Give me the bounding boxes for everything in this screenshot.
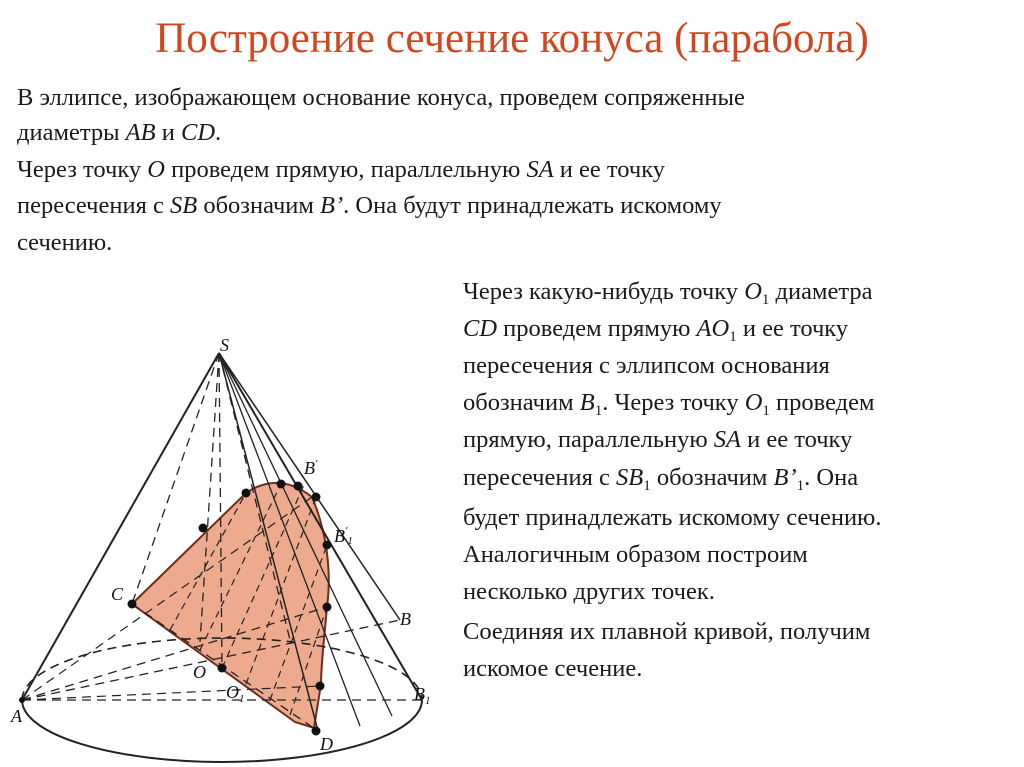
generatrix-SA [22,353,219,700]
label-B1prime: $B'_1$ [334,525,353,547]
right-line-2: CD проведем прямую $AO_1$ и ее точку [463,315,849,345]
intro-line-1: В эллипсе, изображающем основание конуса, проведем сопряженные [17,84,745,111]
label-C: C [111,584,124,604]
page-title: Построение сечение конуса (парабола) [155,15,869,62]
point-section-2 [242,489,251,498]
point-C [128,600,137,609]
point-section-1 [199,524,208,533]
label-A: A [11,706,22,726]
right-line-4: обозначим $B_1$. Через точку $O_1$ проведем [463,389,875,419]
base-ellipse-front [22,700,422,762]
point-section-3 [277,480,286,489]
label-D: D [320,734,333,754]
right-line-1: Через какую-нибудь точку $O_1$ диаметра [463,278,873,308]
intro-line-5: сечению. [17,229,113,256]
label-O1: $O_1$ [226,682,245,705]
right-line-10: Соединяя их плавной кривой, получим [463,618,871,645]
label-B1: $B_1$ [414,684,431,707]
right-line-11: искомое сечение. [463,655,643,682]
intro-line-4: пересечения с SB обозначим B’. Она будут принадлежать искомому [17,192,722,219]
right-line-8: Аналогичным образом построим [463,541,808,568]
label-O: O [193,662,206,682]
right-line-3: пересечения с эллипсом основания [463,352,830,379]
right-line-9: несколько других точек. [463,578,715,605]
intro-line-3: Через точку O проведем прямую, параллельную SA и ее точку [17,156,666,183]
point-section-4 [312,493,321,502]
label-B: B [400,609,411,629]
cone-section-figure [0,320,450,767]
right-line-6: пересечения с $SB_1$ обозначим $B’_1$. Она [463,464,859,494]
label-Bprime: B' [304,458,318,478]
point-section-6 [316,682,325,691]
right-line-7: будет принадлежать искомому сечению. [463,504,882,531]
point-section-5 [323,603,332,612]
point-B1prime [323,541,332,550]
label-S: S [220,335,229,355]
point-O [218,664,227,673]
point-Bprime [294,482,303,491]
right-line-5: прямую, параллельную SA и ее точку [463,426,853,453]
intro-line-2: диаметры AB и CD. [17,119,222,146]
point-A [19,697,25,703]
